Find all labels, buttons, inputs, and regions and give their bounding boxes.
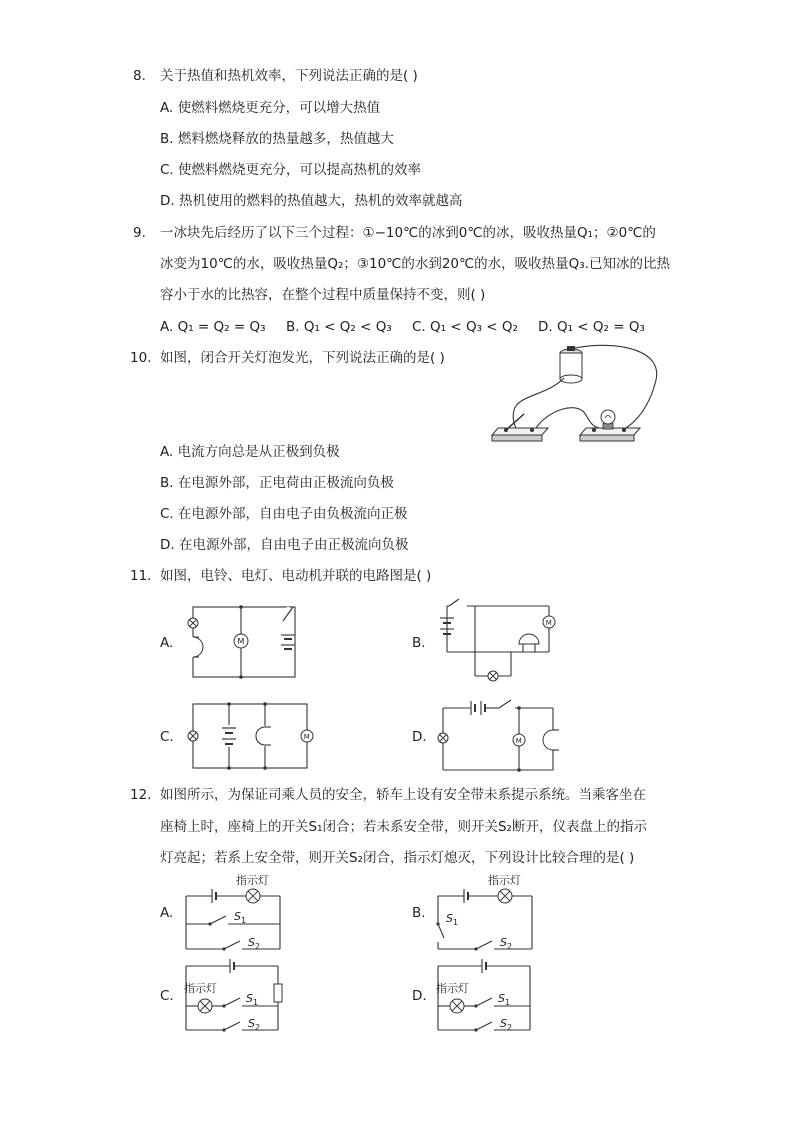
bell-icon [193,637,203,657]
q8-option-c[interactable]: C. 使燃料燃烧更充分，可以提高热机的效率 [160,162,422,178]
bell-icon [519,634,539,644]
switch-s1-label: $S_1$ [446,912,459,927]
q8-option-b[interactable]: B. 燃料燃烧释放的热量越多，热值越大 [160,131,394,147]
bell-icon [543,730,553,750]
q9-option-c[interactable]: C. Q₁ < Q₃ < Q₂ [412,319,518,335]
q8-stem: 关于热值和热机效率，下列说法正确的是( ) [160,68,418,84]
switch-s2-label: $S_2$ [500,936,513,951]
battery-illustration [560,346,582,383]
q12-label-a[interactable]: A. [160,905,174,921]
switch-s2-label: $S_2$ [248,936,261,951]
q9-option-a[interactable]: A. Q₁ = Q₂ = Q₃ [160,319,266,335]
q9-stem-line-1: 一冰块先后经历了以下三个过程：①−10℃的冰到0℃的冰，吸收热量Q₁；②0℃的 [160,225,656,241]
motor-label: M [303,733,310,741]
q10-number: 10. [130,350,152,366]
q11-label-b[interactable]: B. [412,635,426,651]
q10-stem: 如图，闭合开关灯泡发光，下列说法正确的是( ) [160,350,445,366]
motor-label: M [237,637,245,646]
q12-number: 12. [130,787,152,803]
indicator-lamp-label: 指示灯 [236,874,269,887]
q12-label-c[interactable]: C. [160,988,174,1004]
q11-circuit-d [437,694,567,774]
q12-stem-line-2: 座椅上时，座椅上的开关S₁闭合；若未系安全带，则开关S₂断开，仪表盘上的指示 [160,819,647,835]
switch-s1-label: $S_1$ [246,992,259,1007]
q10-option-a[interactable]: A. 电流方向总是从正极到负极 [160,444,340,460]
switch-s2-label: $S_2$ [500,1017,513,1032]
indicator-lamp-label: 指示灯 [184,982,217,995]
indicator-lamp-label: 指示灯 [488,874,521,887]
switch-s1-label: $S_1$ [498,992,511,1007]
q10-option-d[interactable]: D. 在电源外部，自由电子由正极流向负极 [160,537,409,553]
q12-circuit-b [432,872,542,952]
q10-option-c[interactable]: C. 在电源外部，自由电子由负极流向正极 [160,506,408,522]
q11-number: 11. [130,568,152,584]
q8-option-d[interactable]: D. 热机使用的燃料的热值越大，热机的效率就越高 [160,193,463,209]
q9-stem-line-3: 容小于水的比热容，在整个过程中质量保持不变，则( ) [160,287,486,303]
resistor-icon [274,984,282,1002]
q12-stem-line-1: 如图所示，为保证司乘人员的安全，轿车上设有安全带未系提示系统。当乘客坐在 [160,787,646,803]
q12-label-d[interactable]: D. [412,988,427,1004]
q9-option-b[interactable]: B. Q₁ < Q₂ < Q₃ [286,319,392,335]
q8-number: 8. [133,68,146,84]
q10-circuit-photo [488,340,668,450]
q11-circuit-b [437,598,557,682]
lamp-board [580,410,640,441]
q9-number: 9. [133,225,146,241]
q12-circuit-a [180,872,290,952]
q9-stem-line-2: 冰变为10℃的水，吸收热量Q₂；③10℃的水到20℃的水，吸收热量Q₃.已知冰的比热 [160,256,670,272]
q11-label-c[interactable]: C. [160,729,174,745]
q11-label-a[interactable]: A. [160,635,174,651]
indicator-lamp-label: 指示灯 [436,982,469,995]
q12-stem-line-3: 灯亮起；若系上安全带，则开关S₂闭合，指示灯熄灭，下列设计比较合理的是( ) [160,850,635,866]
q12-label-b[interactable]: B. [412,905,426,921]
q11-circuit-c [185,700,315,772]
motor-label: M [545,619,552,627]
q8-option-a[interactable]: A. 使燃料燃烧更充分，可以增大热值 [160,100,381,116]
q11-label-d[interactable]: D. [412,729,427,745]
q10-option-b[interactable]: B. 在电源外部，正电荷由正极流向负极 [160,475,394,491]
q11-stem: 如图，电铃、电灯、电动机并联的电路图是( ) [160,568,432,584]
switch-s1-label: $S_1$ [234,910,247,925]
switch-board [492,414,548,441]
q9-option-d[interactable]: D. Q₁ < Q₂ = Q₃ [538,319,645,335]
q11-circuit-a [185,603,305,679]
switch-s2-label: $S_2$ [248,1017,261,1032]
q12-circuit-c [180,958,290,1034]
motor-label: M [515,737,522,745]
q12-circuit-d [432,958,542,1034]
